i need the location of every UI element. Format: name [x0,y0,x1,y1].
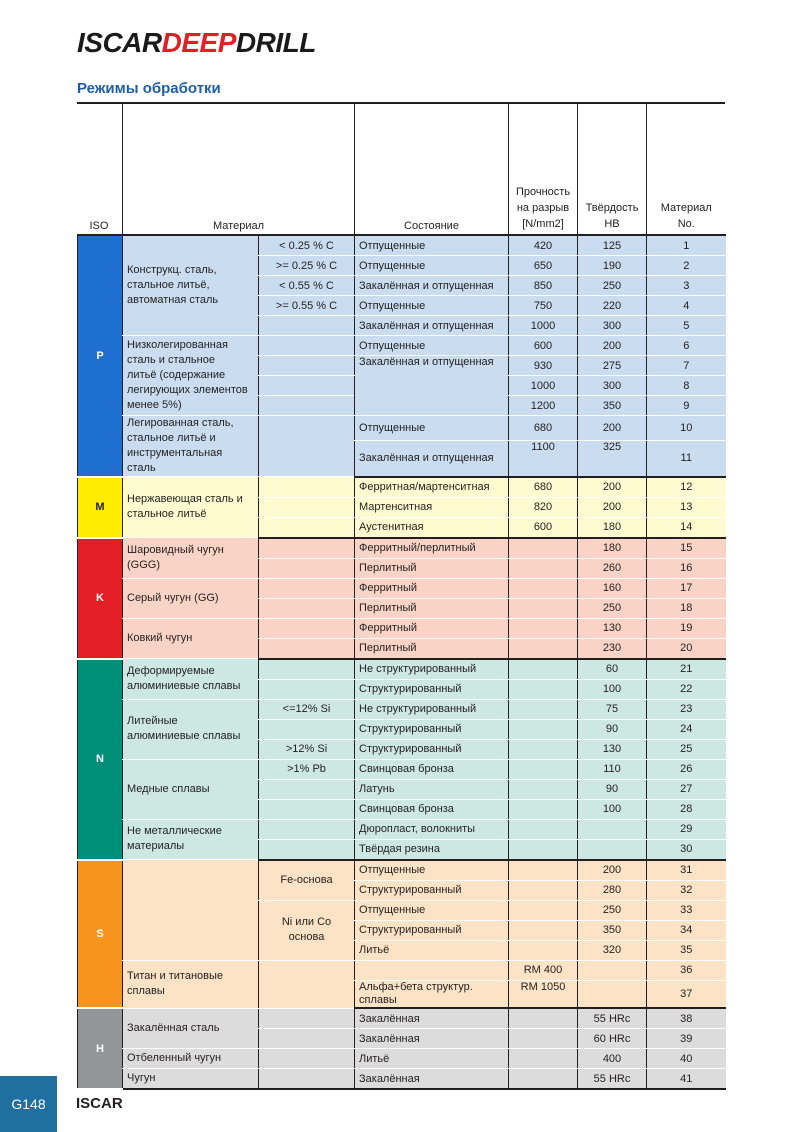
material-name [123,336,259,416]
section-title: Режимы обработки [77,80,221,97]
material-name [123,759,259,819]
condition-cell: Перлитный [355,558,509,578]
tensile-strength [509,880,578,900]
condition-cell: Перлитный [355,598,509,618]
table-header [78,104,726,235]
condition-cell: Закалённая [355,1069,509,1090]
hardness: 250 [578,900,647,920]
hardness [578,839,647,860]
tensile-strength [509,558,578,578]
condition-cell: Аустенитная [355,517,509,538]
hardness: 60 [578,659,647,680]
condition-cell: Закалённая и отпущенная [355,316,509,336]
iscar-deepdrill-logo [77,28,316,58]
condition-cell: Структурированный [355,719,509,739]
tensile-strength [509,779,578,799]
material-line: Отбеленный чугун [127,1052,222,1064]
hardness: 230 [578,638,647,659]
tensile-strength: RM 400 [509,960,578,980]
material-number: 13 [647,497,726,517]
material-subtype [259,779,355,799]
iso-group-h: H [78,1008,123,1089]
iso-group-k: K [78,538,123,659]
material-number: 14 [647,517,726,538]
tensile-strength: 1000 [509,376,578,396]
condition-cell: Ферритный/перлитный [355,538,509,559]
table-row [78,336,726,356]
tensile-strength: 420 [509,235,578,256]
hardness: 55 HRc [578,1069,647,1090]
material-subtype [259,396,355,416]
hardness: 200 [578,416,647,441]
hardness: 280 [578,880,647,900]
material-subtype [259,477,355,498]
condition-cell: Мартенситная [355,497,509,517]
material-line: стальное литьё и [127,432,216,444]
material-line: стальное литьё, [127,279,210,291]
material-name [123,699,259,759]
table-row [78,699,726,719]
condition-cell: Отпущенные [355,860,509,881]
hardness: 90 [578,779,647,799]
tensile-strength [509,860,578,881]
condition-cell: Отпущенные [355,296,509,316]
tensile-strength [509,839,578,860]
material-line: Шаровидный чугун [127,543,224,556]
material-number: 15 [647,538,726,559]
material-subtype: >= 0.25 % C [259,256,355,276]
condition-cell: Отпущенные [355,336,509,356]
material-name [123,860,259,961]
material-line: сталь и стальное [127,354,215,366]
tensile-strength: 1000 [509,316,578,336]
material-subtype: >1% Pb [259,759,355,779]
tensile-strength: 850 [509,276,578,296]
hardness: 200 [578,497,647,517]
material-subtype [259,900,355,960]
material-subtype [259,819,355,839]
material-number: 41 [647,1069,726,1090]
hardness: 100 [578,679,647,699]
condition-cell: Закалённая и отпущенная [355,441,509,477]
iso-group-m: M [78,477,123,538]
condition-cell: Свинцовая бронза [355,799,509,819]
tensile-strength: 680 [509,416,578,441]
condition-cell: Отпущенные [355,235,509,256]
subtype-line: Ni или Co [281,916,332,928]
tensile-strength [509,1069,578,1090]
material-line: алюминиевые сплавы [127,730,241,742]
material-number: 23 [647,699,726,719]
table-row [78,235,726,256]
tensile-strength: 1100 [509,441,578,477]
material-subtype [259,598,355,618]
table-row [78,477,726,498]
hardness: 55 HRc [578,1008,647,1029]
material-subtype [259,799,355,819]
material-number: 20 [647,638,726,659]
hardness: 160 [578,578,647,598]
material-number: 5 [647,316,726,336]
material-number: 32 [647,880,726,900]
material-name [123,416,259,477]
hardness: 320 [578,940,647,960]
table-body [78,235,726,1089]
condition-cell [355,960,509,980]
hardness: 200 [578,477,647,498]
material-subtype [259,1008,355,1029]
hardness: 300 [578,316,647,336]
page-number: G148 [0,1076,57,1132]
hardness: 220 [578,296,647,316]
condition-line: Альфа+бета структур. [359,980,473,993]
material-name [123,819,259,860]
material-subtype [259,336,355,356]
condition-cell: Закалённая [355,1029,509,1049]
material-number: 11 [647,441,726,477]
material-line: Не металлические [127,825,222,838]
material-number: 26 [647,759,726,779]
condition-cell: Закалённая и отпущенная [355,356,509,416]
header-material-no: Материал No. [647,104,726,235]
material-subtype: >= 0.55 % C [259,296,355,316]
condition-cell [355,980,509,1008]
table-row [78,819,726,839]
tensile-strength: 1200 [509,396,578,416]
material-subtype [259,960,355,1008]
logo-drill: DRILL [235,27,316,58]
hardness: 350 [578,920,647,940]
material-subtype [259,578,355,598]
material-number: 7 [647,356,726,376]
header-condition: Состояние [355,104,509,235]
material-line: Легированная сталь, [127,417,234,429]
tensile-strength [509,538,578,559]
tensile-strength [509,1029,578,1049]
tensile-strength: 680 [509,477,578,498]
material-line: Нержавеющая сталь и [127,493,243,505]
hardness [578,819,647,839]
table-row [78,960,726,980]
condition-cell: Латунь [355,779,509,799]
machining-table [77,104,726,1090]
material-line: стальное литьё [127,508,207,520]
subtype-line: Fe-основа [280,873,333,886]
material-subtype: < 0.55 % C [259,276,355,296]
tensile-strength [509,940,578,960]
material-subtype [259,538,355,559]
material-number: 37 [647,980,726,1008]
condition-cell: Структурированный [355,880,509,900]
material-line: Деформируемые [127,664,215,677]
condition-cell: Не структурированный [355,659,509,680]
table-row [78,538,726,559]
material-subtype [259,497,355,517]
material-name [123,477,259,538]
hardness: 350 [578,396,647,416]
material-name [123,235,259,336]
material-number: 10 [647,416,726,441]
hardness: 110 [578,759,647,779]
table-row [78,759,726,779]
material-line: Ковкий чугун [127,631,193,644]
hardness: 260 [578,558,647,578]
material-line: легирующих элементов [127,384,248,396]
condition-cell: Твёрдая резина [355,839,509,860]
material-subtype: <=12% Si [259,699,355,719]
material-line: Серый чугун (GG) [127,591,219,604]
condition-cell: Ферритный [355,618,509,638]
material-subtype [259,416,355,477]
material-name [123,538,259,579]
tensile-strength: RM 1050 [509,980,578,1008]
material-line: сплавы [127,985,165,997]
material-subtype [259,618,355,638]
material-number: 24 [647,719,726,739]
material-subtype: >12% Si [259,739,355,759]
hardness: 125 [578,235,647,256]
table-row [78,416,726,441]
material-line: Конструкц. сталь, [127,264,217,276]
material-subtype [259,679,355,699]
condition-cell: Отпущенные [355,900,509,920]
table-row [78,578,726,598]
footer-brand: ISCAR [76,1095,123,1112]
material-name [123,659,259,700]
iso-group-p: P [78,235,123,477]
material-number: 22 [647,679,726,699]
material-number: 33 [647,900,726,920]
table-row [78,659,726,680]
tensile-strength: 600 [509,336,578,356]
material-number: 27 [647,779,726,799]
table-row [78,1069,726,1090]
tensile-strength: 930 [509,356,578,376]
material-line: менее 5%) [127,399,182,411]
tensile-strength [509,578,578,598]
material-number: 28 [647,799,726,819]
condition-cell: Структурированный [355,739,509,759]
hardness: 75 [578,699,647,719]
hardness: 250 [578,276,647,296]
hardness: 180 [578,538,647,559]
hardness: 200 [578,336,647,356]
hardness: 180 [578,517,647,538]
material-name [123,1008,259,1049]
material-number: 18 [647,598,726,618]
tensile-strength: 820 [509,497,578,517]
tensile-strength [509,799,578,819]
material-number: 40 [647,1049,726,1069]
tensile-strength [509,739,578,759]
material-number: 9 [647,396,726,416]
hardness: 300 [578,376,647,396]
hardness: 130 [578,739,647,759]
material-number: 1 [647,235,726,256]
tensile-strength [509,900,578,920]
material-number: 19 [647,618,726,638]
material-number: 35 [647,940,726,960]
material-number: 25 [647,739,726,759]
material-line: алюминиевые сплавы [127,679,241,692]
hardness: 200 [578,860,647,881]
tensile-strength [509,920,578,940]
iso-group-n: N [78,659,123,860]
hardness: 130 [578,618,647,638]
hardness: 250 [578,598,647,618]
condition-cell: Свинцовая бронза [355,759,509,779]
material-number: 12 [647,477,726,498]
condition-cell: Отпущенные [355,416,509,441]
material-number: 17 [647,578,726,598]
hardness: 90 [578,719,647,739]
material-number: 34 [647,920,726,940]
table-row [78,1008,726,1029]
material-number: 29 [647,819,726,839]
header-material: Материал [123,104,355,235]
tensile-strength: 750 [509,296,578,316]
material-line: сталь [127,462,156,474]
hardness: 400 [578,1049,647,1069]
material-subtype [259,860,355,901]
condition-cell: Перлитный [355,638,509,659]
tensile-strength [509,759,578,779]
tensile-strength [509,719,578,739]
material-number: 39 [647,1029,726,1049]
table-row [78,860,726,881]
material-subtype [259,638,355,659]
hardness: 60 HRc [578,1029,647,1049]
header-iso: ISO [78,104,123,235]
material-number: 8 [647,376,726,396]
material-subtype [259,1069,355,1090]
material-line: Литейные [127,715,178,727]
material-number: 2 [647,256,726,276]
material-number: 31 [647,860,726,881]
condition-cell: Структурированный [355,920,509,940]
material-number: 36 [647,960,726,980]
material-line: (GGG) [127,558,160,571]
material-subtype: < 0.25 % C [259,235,355,256]
material-number: 16 [647,558,726,578]
condition-cell: Литьё [355,1049,509,1069]
material-number: 38 [647,1008,726,1029]
condition-cell: Закалённая [355,1008,509,1029]
material-number: 21 [647,659,726,680]
condition-cell: Ферритная/мартенситная [355,477,509,498]
condition-cell: Закалённая и отпущенная [355,276,509,296]
material-subtype [259,376,355,396]
material-name [123,1049,259,1069]
material-line: Медные сплавы [127,782,210,795]
condition-cell: Структурированный [355,679,509,699]
material-subtype [259,1049,355,1069]
tensile-strength [509,1008,578,1029]
material-number: 6 [647,336,726,356]
tensile-strength [509,679,578,699]
hardness: 275 [578,356,647,376]
tensile-strength [509,659,578,680]
material-line: литьё (содержание [127,369,226,381]
material-line: Низколегированная [127,339,228,351]
material-line: Закалённая сталь [127,1021,220,1034]
material-line: материалы [127,840,185,853]
hardness: 325 [578,441,647,477]
tensile-strength: 650 [509,256,578,276]
material-subtype [259,659,355,680]
material-subtype [259,558,355,578]
tensile-strength [509,1049,578,1069]
hardness: 100 [578,799,647,819]
hardness [578,960,647,980]
condition-cell: Отпущенные [355,256,509,276]
material-line: Титан и титановые [127,970,224,982]
material-subtype [259,719,355,739]
material-name [123,1069,259,1090]
material-number: 3 [647,276,726,296]
hardness [578,980,647,1008]
logo-iscar: ISCAR [77,27,162,58]
material-name [123,960,259,1008]
material-line: инструментальная [127,447,223,459]
logo-deep: DEEP [161,27,236,58]
material-subtype [259,316,355,336]
material-subtype [259,517,355,538]
material-subtype [259,839,355,860]
condition-cell: Не структурированный [355,699,509,719]
material-number: 30 [647,839,726,860]
tensile-strength [509,618,578,638]
material-name [123,618,259,659]
tensile-strength [509,699,578,719]
material-number: 4 [647,296,726,316]
condition-line: сплавы [359,993,397,1006]
table-row [78,1049,726,1069]
iso-group-s: S [78,860,123,1009]
table-row [78,618,726,638]
tensile-strength: 600 [509,517,578,538]
condition-cell: Дюропласт, волокниты [355,819,509,839]
material-line: Чугун [127,1072,156,1084]
material-name [123,578,259,618]
material-subtype [259,356,355,376]
subtype-line: основа [288,931,325,943]
tensile-strength [509,598,578,618]
tensile-strength [509,819,578,839]
tensile-strength [509,638,578,659]
header-strength: Прочность на разрыв [N/mm2] [509,104,578,235]
material-line: автоматная сталь [127,294,219,306]
hardness: 190 [578,256,647,276]
condition-cell: Ферритный [355,578,509,598]
header-hardness: Твёрдость HB [578,104,647,235]
condition-cell: Литьё [355,940,509,960]
material-subtype [259,1029,355,1049]
